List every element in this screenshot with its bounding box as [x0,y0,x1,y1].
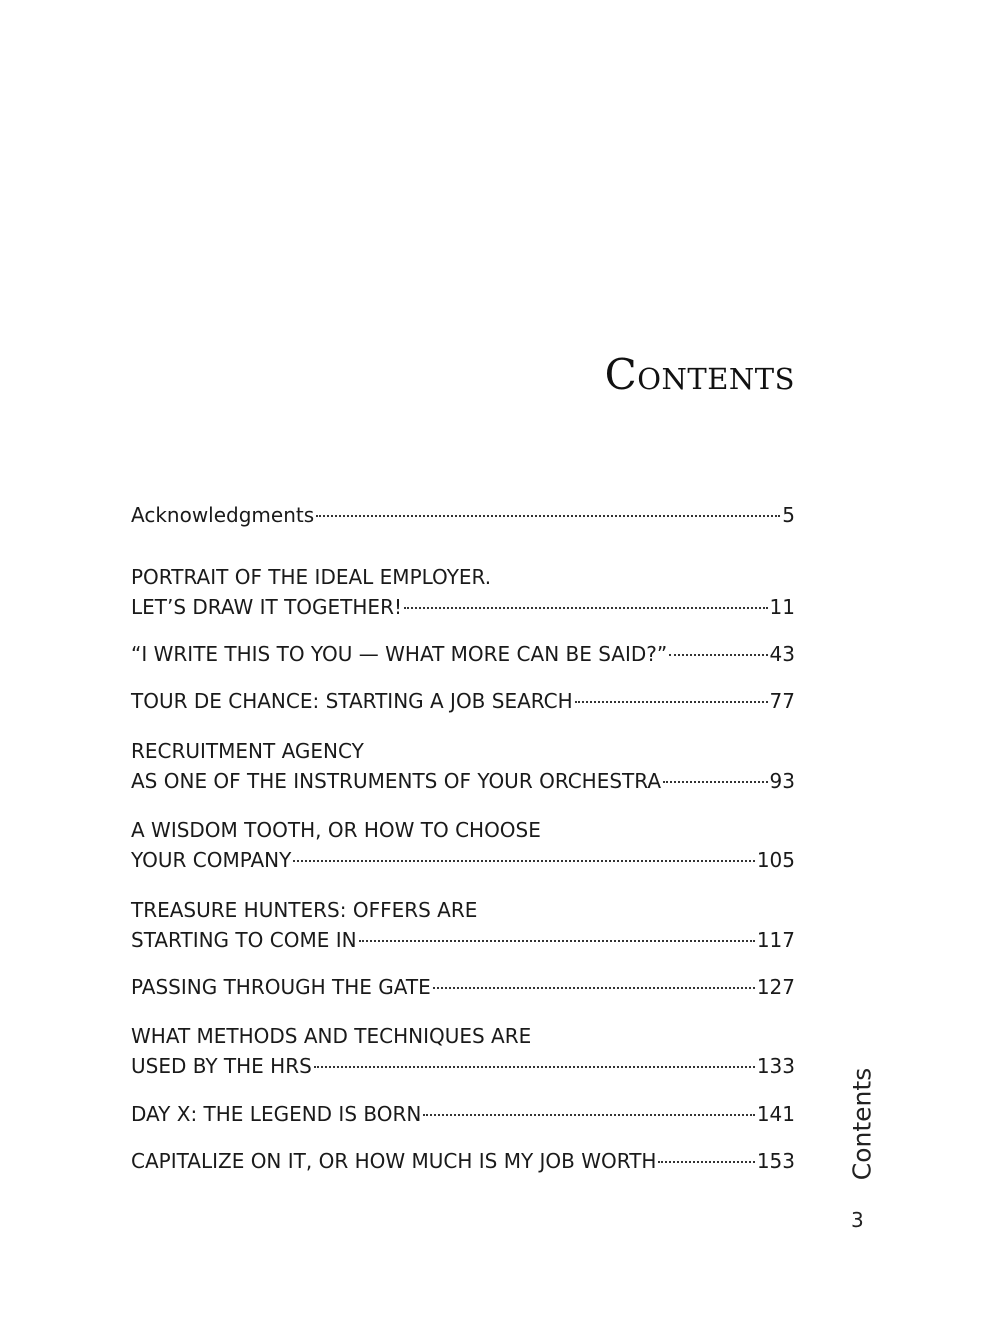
dot-leader [658,1161,754,1163]
toc-entry-title-line1: WHAT METHODS AND TECHNIQUES ARE [131,1024,532,1048]
toc-entry-title-line1: PORTRAIT OF THE IDEAL EMPLOYER. [131,565,492,589]
page-title: Contents [604,350,795,399]
dot-leader [359,940,755,942]
toc-entry-acknowledgments[interactable] [131,500,795,530]
toc-page-number: 43 [769,642,795,666]
toc-entry-title: “I WRITE THIS TO YOU — WHAT MORE CAN BE SAID?” [131,642,668,666]
toc-entry-title: STARTING TO COME IN [131,928,357,952]
toc-entry-title: TOUR DE CHANCE: STARTING A JOB SEARCH [131,689,573,713]
dot-leader [433,987,755,989]
toc-entry[interactable] [131,815,795,875]
toc-page-number: 117 [756,928,795,952]
toc-entry-title: DAY X: THE LEGEND IS BORN [131,1102,422,1126]
dot-leader [293,860,754,862]
toc-entry[interactable] [131,1146,795,1176]
dot-leader [575,701,768,703]
toc-entry-title: LET’S DRAW IT TOGETHER! [131,595,402,619]
toc-page-number: 105 [756,848,795,872]
toc-entry-title: USED BY THE HRS [131,1054,312,1078]
page-number: 3 [851,1208,864,1232]
toc-page-number: 77 [769,689,795,713]
toc-entry-title: Acknowledgments [131,503,315,527]
toc-page-number: 5 [782,503,795,527]
toc-entry[interactable] [131,972,795,1002]
dot-leader [316,515,780,517]
toc-entry-title-line1: A WISDOM TOOTH, OR HOW TO CHOOSE [131,818,541,842]
toc-page-number: 153 [756,1149,795,1173]
toc-entry[interactable] [131,639,795,669]
toc-page-number: 133 [756,1054,795,1078]
toc-entry-title: PASSING THROUGH THE GATE [131,975,431,999]
dot-leader [423,1114,754,1116]
toc-entry-title-line1: RECRUITMENT AGENCY [131,739,364,763]
toc-page-number: 141 [756,1102,795,1126]
toc-page-number: 127 [756,975,795,999]
toc-page-number: 11 [769,595,795,619]
toc-entry-title-line1: TREASURE HUNTERS: OFFERS ARE [131,898,478,922]
dot-leader [663,781,768,783]
toc-entry[interactable] [131,895,795,955]
toc-entry-title: AS ONE OF THE INSTRUMENTS OF YOUR ORCHESTRA [131,769,662,793]
running-head [844,1067,880,1181]
toc-entry-title: CAPITALIZE ON IT, OR HOW MUCH IS MY JOB WORTH [131,1149,657,1173]
toc-entry[interactable] [131,686,795,716]
toc-page-number: 93 [769,769,795,793]
toc-entry[interactable] [131,1099,795,1129]
dot-leader [404,607,768,609]
toc-entry[interactable] [131,736,795,796]
toc-entry-title: YOUR COMPANY [131,848,292,872]
toc-entry[interactable] [131,1021,795,1081]
dot-leader [669,654,767,656]
running-head-text: Contents [847,1067,877,1181]
toc-entry[interactable] [131,562,795,622]
dot-leader [314,1066,755,1068]
